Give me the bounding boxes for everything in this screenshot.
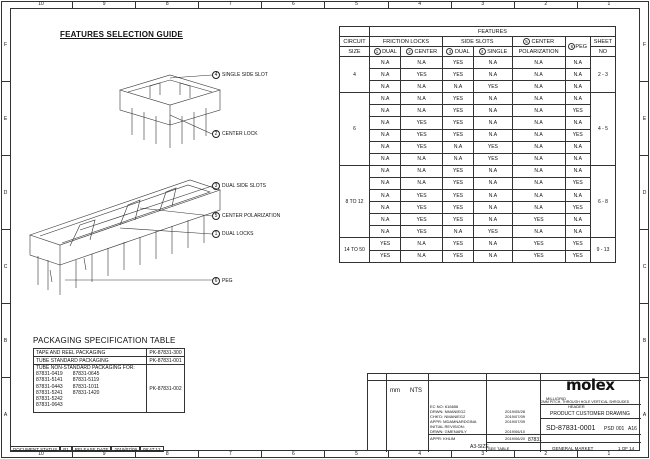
part-number: 87831-0419 [36, 371, 63, 378]
zone-label: C [640, 229, 649, 303]
circuit-size: 8 TO 12 [340, 165, 370, 238]
callout-label: CENTER LOCK [222, 131, 258, 137]
feature-cell: N.A [474, 190, 512, 202]
feature-cell: N.A [512, 69, 565, 81]
feature-cell: YES [565, 250, 590, 262]
feature-cell: YES [512, 214, 565, 226]
feature-cell: N.A [442, 153, 473, 165]
sub-label: CENTER [414, 48, 438, 55]
feature-cell: N.A [512, 129, 565, 141]
feature-cell: N.A [401, 153, 443, 165]
feature-cell: N.A [474, 250, 512, 262]
features-header-empty [340, 27, 370, 37]
feature-cell: N.A [370, 214, 401, 226]
packaging-label: TUBE STANDARD PACKAGING [34, 357, 147, 365]
features-row [340, 226, 616, 238]
zone-label: 2 [514, 1, 577, 8]
zone-markers-left [1, 8, 10, 451]
date: 2019/06/20 [505, 436, 526, 441]
part-number: 87831-1011 [72, 383, 100, 390]
feature-cell: N.A [512, 177, 565, 189]
circle-number: 3 [446, 48, 453, 55]
feature-cell: N.A [370, 165, 401, 177]
feature-cell: YES [474, 226, 512, 238]
feature-cell: N.A [474, 69, 512, 81]
feature-cell: N.A [565, 57, 590, 69]
feature-cell: YES [401, 190, 443, 202]
callout-number: 6 [212, 277, 220, 285]
features-row [340, 117, 616, 129]
feature-cell: N.A [474, 105, 512, 117]
feature-cell: N.A [565, 190, 590, 202]
approved-by: APPR: MDAMNARDGINA [430, 419, 477, 424]
callout-label: DUAL SIDE SLOTS [222, 183, 266, 189]
circuit-size: 4 [340, 57, 370, 93]
approved-by-2: APPR: KHLIM [430, 436, 456, 441]
feature-cell: N.A [401, 177, 443, 189]
feature-cell: YES [474, 81, 512, 93]
zone-label: F [642, 41, 647, 48]
feature-cell: N.A [512, 81, 565, 93]
feature-cell: YES [442, 190, 473, 202]
feature-cell: N.A [512, 57, 565, 69]
date: 2019/06/10 [505, 429, 526, 434]
packaging-table [33, 348, 185, 413]
size-header: SIZE [340, 47, 370, 57]
circle-number: 4 [479, 48, 486, 55]
feature-cell: YES [442, 129, 473, 141]
callout-number: 4 [212, 71, 220, 79]
feature-cell: YES [512, 238, 565, 250]
part-number: 87831-0643 [36, 402, 63, 409]
zone-label: E [1, 81, 10, 155]
connector-illustration [20, 60, 340, 310]
center-header [512, 37, 565, 47]
callout-single-side-slot [212, 71, 268, 79]
packaging-code: PK-87831-300 [147, 349, 185, 357]
feature-cell: N.A [512, 226, 565, 238]
part-number: 87831-0443 [36, 383, 63, 390]
feature-cell: N.A [565, 214, 590, 226]
features-row [340, 69, 616, 81]
feature-cell: N.A [442, 141, 473, 153]
circle-number: 2 [406, 48, 413, 55]
feature-cell: YES [474, 153, 512, 165]
zone-label: 8 [135, 451, 198, 458]
document-part: 87831 [528, 437, 542, 443]
circuit-header: CIRCUIT [340, 37, 370, 47]
feature-cell: YES [442, 202, 473, 214]
features-table [339, 26, 616, 263]
features-row [340, 129, 616, 141]
friction-locks-header: FRICTION LOCKS [370, 37, 443, 47]
features-title: FEATURES SELECTION GUIDE [60, 30, 183, 39]
packaging-label: TAPE AND REEL PACKAGING [34, 349, 147, 357]
zone-label: D [1, 155, 10, 229]
drawn-by-2: DRWN: GMENARLY [430, 429, 467, 434]
feature-cell: YES [401, 226, 443, 238]
date: 2019/07/09 [505, 419, 526, 424]
psd-number: 001 [616, 426, 625, 432]
feature-cell: N.A [565, 93, 590, 105]
circuit-size: 14 TO 50 [340, 238, 370, 262]
feature-cell: N.A [565, 69, 590, 81]
sheet-number: 2 - 3 [590, 57, 615, 93]
sub-label: DUAL [382, 48, 397, 55]
zone-label: 8 [135, 1, 198, 8]
callout-number: 3 [212, 182, 220, 190]
feature-cell: N.A [401, 238, 443, 250]
feature-cell: YES [442, 250, 473, 262]
feature-cell: N.A [565, 226, 590, 238]
see-table: SEE TABLE [488, 446, 510, 451]
feature-cell: N.A [512, 202, 565, 214]
zone-label: 1 [577, 451, 640, 458]
part-number: 87831-0645 [72, 371, 100, 378]
feature-cell: N.A [474, 165, 512, 177]
circuit-size: 6 [340, 93, 370, 166]
feature-cell: N.A [474, 238, 512, 250]
zone-label: 3 [451, 1, 514, 8]
zone-label: 5 [324, 451, 387, 458]
callout-dual-side-slots [212, 182, 266, 190]
nonstandard-col-1 [36, 371, 63, 408]
packaging-row [34, 357, 185, 365]
part-number: 87831-5242 [36, 396, 63, 403]
feature-cell: N.A [474, 129, 512, 141]
features-row [340, 238, 616, 250]
peg-label: PEG [575, 43, 588, 50]
feature-cell: YES [370, 238, 401, 250]
callout-peg [212, 277, 233, 285]
feature-cell: YES [565, 202, 590, 214]
zone-label: 6 [261, 451, 324, 458]
zone-markers-right [640, 8, 649, 451]
feature-cell: N.A [474, 202, 512, 214]
scale: NTS [410, 388, 422, 394]
revision: A16 [628, 426, 637, 432]
feature-cell: N.A [474, 57, 512, 69]
zone-label: B [640, 303, 649, 377]
feature-cell: YES [565, 238, 590, 250]
feature-cell: N.A [565, 153, 590, 165]
zone-label: A [640, 377, 649, 451]
peg-header [565, 37, 590, 57]
packaging-row [34, 365, 185, 413]
product-line-1: MILLIGRID [546, 396, 567, 401]
drawn-by: DRWN: NMANIEG2 [430, 409, 466, 414]
zone-label: 3 [451, 451, 514, 458]
sub-header-dual [370, 47, 401, 57]
features-body [340, 57, 616, 263]
callout-center-polarization [212, 212, 280, 220]
feature-cell: YES [442, 57, 473, 69]
feature-cell: N.A [370, 105, 401, 117]
features-row [340, 177, 616, 189]
feature-cell: YES [565, 129, 590, 141]
features-row [340, 141, 616, 153]
features-row [340, 202, 616, 214]
units: mm [390, 388, 400, 394]
sheet-number: 9 - 13 [590, 238, 615, 262]
zone-label: E [640, 81, 649, 155]
circle-number: 1 [374, 48, 381, 55]
feature-cell: YES [474, 141, 512, 153]
sheet-header: SHEET [590, 37, 615, 47]
feature-cell: N.A [370, 81, 401, 93]
feature-cell: YES [401, 129, 443, 141]
zone-label: 10 [38, 1, 44, 7]
sub-label: DUAL [454, 48, 470, 55]
zone-label: 1 [577, 1, 640, 8]
nonstandard-list [34, 365, 147, 413]
nonstandard-label: TUBE NON-STANDARD PACKAGING FOR: [36, 365, 135, 371]
features-row [340, 214, 616, 226]
release-date: 2019/07/09 [111, 446, 140, 452]
feature-cell: YES [442, 214, 473, 226]
packaging-code: PK-87831-002 [147, 365, 185, 413]
zone-label: 9 [72, 1, 135, 8]
callout-label: PEG [222, 278, 233, 284]
feature-cell: YES [442, 105, 473, 117]
sheet-size: A3-SIZE [470, 444, 489, 450]
zone-label: 2 [514, 451, 577, 458]
callout-center-lock [212, 130, 258, 138]
feature-cell: YES [565, 177, 590, 189]
market: GENERAL MARKET [552, 446, 594, 451]
feature-cell: N.A [474, 117, 512, 129]
zone-markers-top [10, 1, 640, 8]
feature-cell: N.A [512, 190, 565, 202]
feature-cell: YES [512, 250, 565, 262]
features-row [340, 81, 616, 93]
feature-cell: N.A [565, 117, 590, 129]
feature-cell: N.A [370, 141, 401, 153]
callout-label: DUAL LOCKS [222, 231, 254, 237]
nonstandard-col-2 [73, 371, 100, 408]
packaging-code: PK-87831-001 [147, 357, 185, 365]
feature-cell: YES [442, 238, 473, 250]
packaging-title: PACKAGING SPECIFICATION TABLE [33, 336, 176, 345]
sub-label: SINGLE [487, 48, 508, 55]
feature-cell: YES [401, 117, 443, 129]
sheet-number: 6 - 8 [590, 165, 615, 238]
feature-cell: N.A [442, 81, 473, 93]
zone-label: 10 [38, 451, 44, 457]
feature-cell: YES [401, 69, 443, 81]
feature-cell: YES [442, 93, 473, 105]
feature-cell: N.A [401, 57, 443, 69]
status-value: P1 [60, 446, 72, 452]
feature-cell: N.A [370, 177, 401, 189]
ec-number: EC NO: 616656 [430, 404, 459, 409]
feature-cell: YES [442, 177, 473, 189]
zone-label: 4 [388, 1, 451, 8]
sub-header-single [474, 47, 512, 57]
side-slots-header: SIDE SLOTS [442, 37, 512, 47]
status-label: DOCUMENT STATUS [10, 446, 60, 452]
sub-header-dual-slot [442, 47, 473, 57]
features-row [340, 165, 616, 177]
feature-cell: YES [442, 117, 473, 129]
release-time: 08:47:12 [140, 446, 164, 452]
feature-cell: N.A [565, 141, 590, 153]
product-line-2: 2MM PITCH, THROUGH HOLE VERTICAL SHROUDED [541, 400, 630, 404]
feature-cell: N.A [401, 165, 443, 177]
feature-cell: N.A [512, 117, 565, 129]
zone-label: 7 [198, 1, 261, 8]
feature-cell: YES [442, 69, 473, 81]
callout-number: 1 [212, 230, 220, 238]
features-row [340, 190, 616, 202]
feature-cell: YES [565, 105, 590, 117]
polarization-header: POLARIZATION [512, 47, 565, 57]
date: 2019/05/28 [505, 409, 526, 414]
sheet-number: 4 - 5 [590, 93, 615, 166]
feature-cell: N.A [512, 153, 565, 165]
feature-cell: N.A [370, 117, 401, 129]
feature-cell: YES [401, 214, 443, 226]
part-number: 87831-5141 [36, 377, 63, 384]
feature-cell: N.A [401, 81, 443, 93]
features-row [340, 93, 616, 105]
feature-cell: N.A [565, 165, 590, 177]
feature-cell: N.A [401, 105, 443, 117]
zone-label: 4 [388, 451, 451, 458]
feature-cell: N.A [370, 226, 401, 238]
callout-dual-locks [212, 230, 254, 238]
zone-label: F [3, 41, 8, 48]
feature-cell: YES [401, 141, 443, 153]
part-number: 87831-5119 [72, 377, 100, 384]
feature-cell: N.A [512, 93, 565, 105]
feature-cell: N.A [565, 81, 590, 93]
feature-cell: N.A [370, 129, 401, 141]
feature-cell: N.A [474, 93, 512, 105]
callout-number: 2 [212, 130, 220, 138]
document-status-bar [10, 446, 164, 452]
features-row [340, 153, 616, 165]
feature-cell: N.A [370, 69, 401, 81]
zone-label: 6 [261, 1, 324, 8]
sheet-number: 1 OF 14 [618, 446, 635, 451]
document-number: SD-87831-0001 [546, 425, 596, 432]
feature-cell: N.A [370, 57, 401, 69]
feature-cell: N.A [474, 214, 512, 226]
feature-cell: N.A [474, 177, 512, 189]
no-header: NO [590, 47, 615, 57]
features-row [340, 57, 616, 69]
product-line-3: HEADER [568, 404, 585, 409]
feature-cell: N.A [401, 250, 443, 262]
feature-cell: N.A [370, 202, 401, 214]
feature-cell: N.A [370, 153, 401, 165]
zone-label: A [1, 377, 10, 451]
feature-cell: N.A [370, 93, 401, 105]
checked-by: CHK'D: NMANIEG2 [430, 414, 466, 419]
release-date-label: RELEASE DATE [72, 446, 112, 452]
circle-number: 5 [523, 38, 530, 45]
callout-label: CENTER POLARIZATION [222, 213, 281, 219]
feature-cell: YES [370, 250, 401, 262]
date: 2019/07/09 [505, 414, 526, 419]
features-row [340, 105, 616, 117]
center-label: CENTER [531, 38, 555, 45]
part-number: 87831-1420 [72, 389, 100, 396]
zone-label: C [1, 229, 10, 303]
feature-cell: N.A [442, 226, 473, 238]
features-row [340, 250, 616, 262]
feature-cell: N.A [512, 165, 565, 177]
callout-number: 5 [212, 212, 220, 220]
feature-cell: N.A [512, 105, 565, 117]
zone-label: B [1, 303, 10, 377]
sub-header-center [401, 47, 443, 57]
initial-revision: INITIAL REVISION: [430, 424, 465, 429]
zone-label: 7 [198, 451, 261, 458]
zone-label: D [640, 155, 649, 229]
feature-cell: N.A [401, 93, 443, 105]
psd-label: PSD [604, 426, 615, 432]
zone-label: 9 [72, 451, 135, 458]
feature-cell: N.A [512, 141, 565, 153]
features-header: FEATURES [370, 27, 616, 37]
feature-cell: N.A [370, 190, 401, 202]
feature-cell: YES [442, 165, 473, 177]
document-type: PRODUCT CUSTOMER DRAWING [550, 411, 630, 417]
circle-number: 6 [568, 43, 575, 50]
part-number: 87831-5241 [36, 389, 63, 396]
zone-label: 5 [324, 1, 387, 8]
feature-cell: YES [401, 202, 443, 214]
molex-logo: molex [566, 376, 615, 394]
callout-label: SINGLE SIDE SLOT [222, 72, 268, 78]
packaging-row [34, 349, 185, 357]
